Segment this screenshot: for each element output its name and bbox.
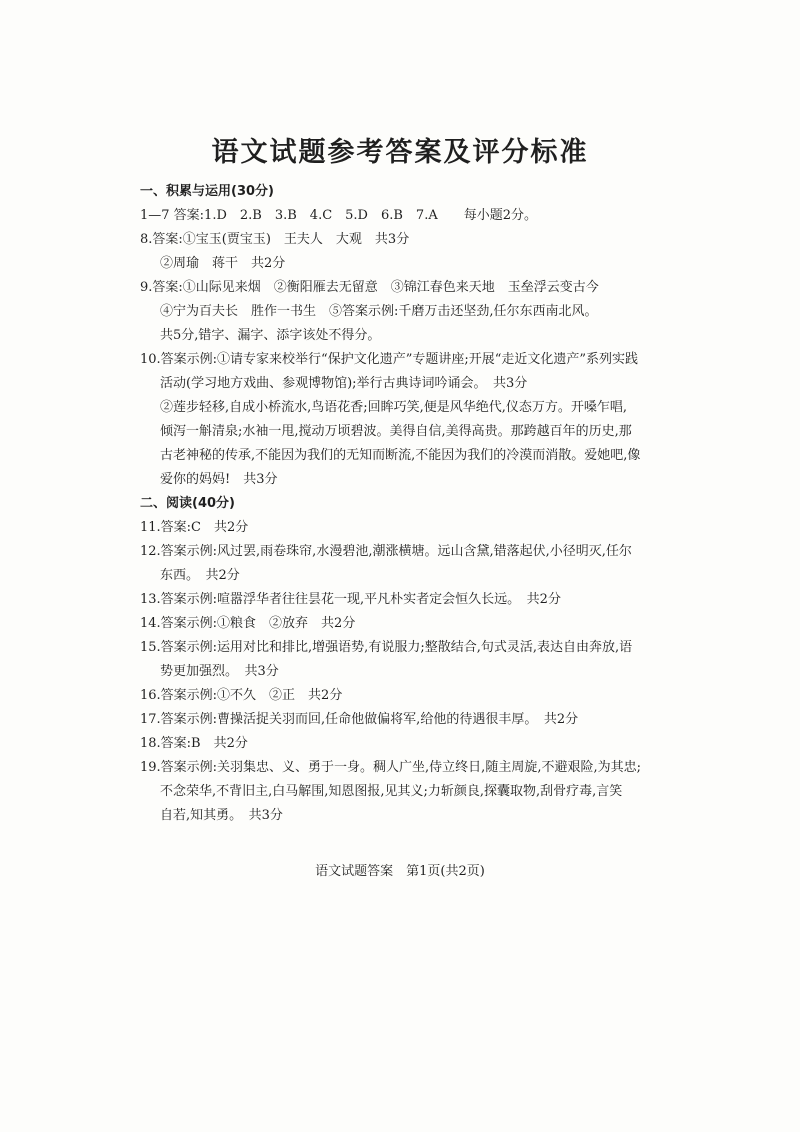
- answer-line: 活动(学习地方戏曲、参观博物馆);举行古典诗词吟诵会。 共3分: [160, 376, 528, 391]
- answer-line: 1—7 答案:1.D 2.B 3.B 4.C 5.D 6.B 7.A 每小题2分。: [140, 208, 537, 223]
- answer-line: 13.答案示例:喧嚣浮华者往往昙花一现,平凡朴实者定会恒久长远。 共2分: [140, 592, 561, 607]
- answer-line: 不念荣华,不背旧主,白马解围,知恩图报,见其义;力斩颜良,探囊取物,刮骨疗毒,言笑: [160, 784, 623, 799]
- answer-line: ②莲步轻移,自成小桥流水,鸟语花香;回眸巧笑,便是风华绝代,仪态万方。开嗓乍唱,: [160, 400, 628, 415]
- answer-line: 势更加强烈。 共3分: [160, 664, 279, 679]
- section-heading: 二、阅读(40分): [140, 496, 235, 511]
- answer-line: 17.答案示例:曹操活捉关羽而回,任命他做偏将军,给他的待遇很丰厚。 共2分: [140, 712, 579, 727]
- page-footer: 语文试题答案 第1页(共2页): [315, 864, 485, 879]
- answer-line: 14.答案示例:①粮食 ②放弃 共2分: [140, 616, 356, 631]
- answer-line: 爱你的妈妈! 共3分: [160, 472, 278, 487]
- answer-line: 倾泻一斛清泉;水袖一甩,搅动万顷碧波。美得自信,美得高贵。那跨越百年的历史,那: [160, 424, 632, 439]
- answer-line: 共5分,错字、漏字、添字该处不得分。: [160, 328, 381, 343]
- answer-content: [140, 180, 680, 828]
- answer-line: 18.答案:B 共2分: [140, 736, 248, 751]
- answer-line: 9.答案:①山际见来烟 ②衡阳雁去无留意 ③锦江春色来天地 玉垒浮云变古今: [140, 280, 599, 295]
- answer-line: 12.答案示例:风过罢,雨卷珠帘,水漫碧池,潮涨横塘。远山含黛,错落起伏,小径明灭,任尔: [140, 544, 632, 559]
- answer-line: 自若,知其勇。 共3分: [160, 808, 283, 823]
- answer-line: 16.答案示例:①不久 ②正 共2分: [140, 688, 343, 703]
- answer-line: ②周瑜 蒋干 共2分: [160, 256, 286, 271]
- answer-line: ④宁为百夫长 胜作一书生 ⑤答案示例:千磨万击还坚劲,任尔东西南北风。: [160, 304, 598, 319]
- answer-line: 19.答案示例:关羽集忠、义、勇于一身。稠人广坐,侍立终日,随主周旋,不避艰险,为其忠;: [140, 760, 641, 775]
- answer-line: 10.答案示例:①请专家来校举行“保护文化遗产”专题讲座;开展“走近文化遗产”系列实践: [140, 352, 639, 367]
- answer-line: 古老神秘的传承,不能因为我们的无知而断流,不能因为我们的冷漠而消散。爱她吧,像: [160, 448, 641, 463]
- answer-line: 15.答案示例:运用对比和排比,增强语势,有说服力;整散结合,句式灵活,表达自由奔放,语: [140, 640, 633, 655]
- answer-line: 东西。 共2分: [160, 568, 240, 583]
- section-heading: 一、积累与运用(30分): [140, 184, 274, 199]
- answer-line: 11.答案:C 共2分: [140, 520, 249, 535]
- page-title: 语文试题参考答案及评分标准: [211, 137, 589, 168]
- answer-line: 8.答案:①宝玉(贾宝玉) 王夫人 大观 共3分: [140, 232, 410, 247]
